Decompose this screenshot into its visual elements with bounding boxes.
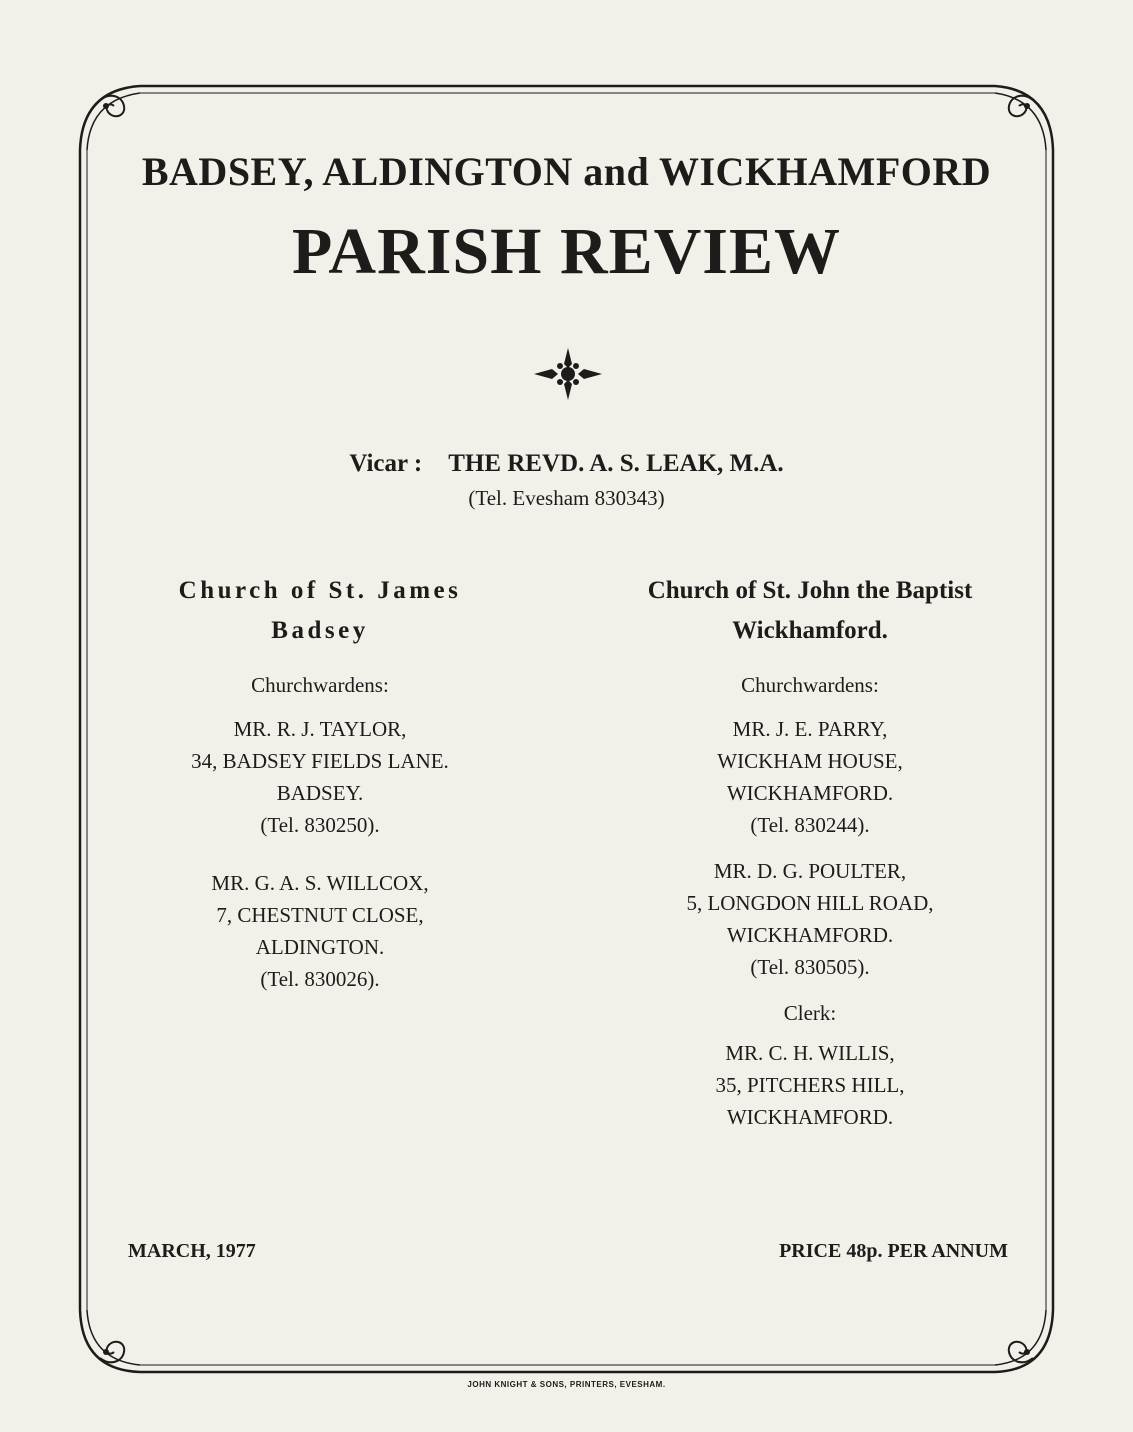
- left-church-place: Badsey: [271, 617, 369, 644]
- page-title: PARISH REVIEW: [291, 215, 842, 288]
- warden-line: MR. D. G. POULTER,: [713, 859, 907, 883]
- clerk-block: [600, 1037, 1020, 1133]
- warden-line: MR. G. A. S. WILLCOX,: [211, 871, 429, 895]
- right-wardens-label: Churchwardens:: [741, 673, 879, 697]
- warden-line: WICKHAMFORD.: [726, 781, 894, 805]
- warden-line: WICKHAMFORD.: [726, 923, 894, 947]
- warden-line: (Tel. 830244).: [750, 813, 870, 837]
- right-church-place: Wickhamford.: [732, 617, 888, 644]
- warden-line: ALDINGTON.: [255, 935, 385, 959]
- warden-line: BADSEY.: [276, 781, 364, 805]
- warden-line: 5, LONGDON HILL ROAD,: [686, 891, 934, 915]
- vicar-line: [0, 450, 1133, 478]
- header-line1: BADSEY, ALDINGTON and WICKHAMFORD: [141, 149, 992, 194]
- clerk-label: Clerk:: [783, 1001, 837, 1025]
- right-church-name: Church of St. John the Baptist: [647, 577, 973, 604]
- vicar-label: Vicar :: [349, 450, 423, 477]
- left-warden2: [110, 867, 530, 995]
- left-wardens-label: Churchwardens:: [251, 673, 389, 697]
- warden-line: MR. J. E. PARRY,: [732, 717, 888, 741]
- badsey-column: [110, 575, 530, 995]
- warden-line: (Tel. 830505).: [750, 955, 870, 979]
- warden-line: 34, BADSEY FIELDS LANE.: [191, 749, 449, 773]
- price: PRICE 48p. PER ANNUM: [779, 1240, 1008, 1262]
- cross-ornament-icon: [532, 346, 604, 402]
- wickhamford-column: [600, 575, 1020, 1133]
- left-church-name: Church of St. James: [178, 577, 462, 604]
- warden-line: 7, CHESTNUT CLOSE,: [216, 903, 424, 927]
- warden-line: WICKHAM HOUSE,: [717, 749, 903, 773]
- right-warden2: [600, 855, 1020, 983]
- warden-line: MR. R. J. TAYLOR,: [233, 717, 407, 741]
- clerk-line: MR. C. H. WILLIS,: [725, 1041, 895, 1065]
- vicar-tel: (Tel. Evesham 830343): [468, 486, 665, 510]
- warden-line: (Tel. 830026).: [260, 967, 380, 991]
- vicar-name: THE REVD. A. S. LEAK, M.A.: [448, 450, 784, 477]
- issue-date: MARCH, 1977: [128, 1240, 256, 1262]
- left-warden1: [110, 713, 530, 841]
- clerk-line: 35, PITCHERS HILL,: [715, 1073, 905, 1097]
- clerk-line: WICKHAMFORD.: [726, 1105, 894, 1129]
- warden-line: (Tel. 830250).: [260, 813, 380, 837]
- right-warden1: [600, 713, 1020, 841]
- printer-credit: JOHN KNIGHT & SONS, PRINTERS, EVESHAM.: [467, 1380, 666, 1389]
